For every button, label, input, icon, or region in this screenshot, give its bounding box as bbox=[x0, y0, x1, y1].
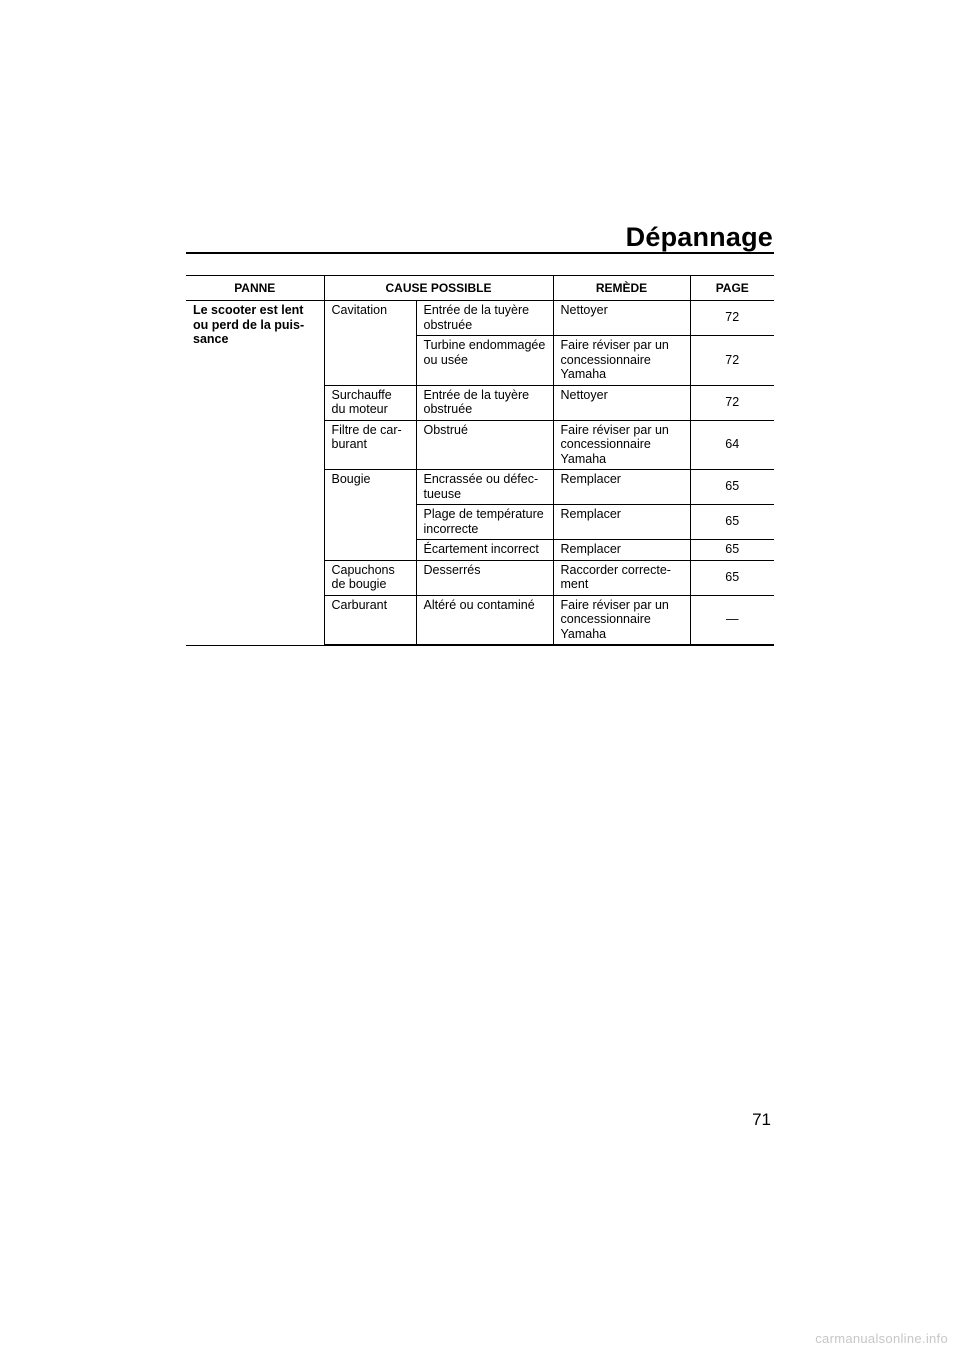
cause-cell: Capuchons de bougie bbox=[324, 560, 416, 595]
table-header-row bbox=[186, 276, 774, 301]
detail-cell: Écartement incorrect bbox=[416, 540, 553, 561]
header-remede: REMÈDE bbox=[553, 276, 690, 301]
page-ref-cell: 65 bbox=[690, 470, 774, 505]
header-page: PAGE bbox=[690, 276, 774, 301]
page-ref-cell: 65 bbox=[690, 560, 774, 595]
page-ref-cell: 72 bbox=[690, 336, 774, 386]
title-rule bbox=[186, 252, 774, 254]
watermark: carmanualsonline.info bbox=[815, 1331, 948, 1346]
troubleshooting-table bbox=[186, 275, 774, 646]
remede-cell: Raccorder correcte-ment bbox=[553, 560, 690, 595]
page-ref-cell: — bbox=[690, 595, 774, 645]
cause-cell: Cavitation bbox=[324, 301, 416, 386]
cause-cell: Filtre de car-burant bbox=[324, 420, 416, 470]
remede-cell: Faire réviser par un concessionnaire Yamaha bbox=[553, 420, 690, 470]
detail-cell: Obstrué bbox=[416, 420, 553, 470]
remede-cell: Nettoyer bbox=[553, 301, 690, 336]
table-row bbox=[186, 301, 774, 336]
remede-cell: Remplacer bbox=[553, 470, 690, 505]
detail-cell: Turbine endommagée ou usée bbox=[416, 336, 553, 386]
cause-cell: Bougie bbox=[324, 470, 416, 561]
page-title: Dépannage bbox=[625, 222, 773, 252]
page-ref-cell: 72 bbox=[690, 301, 774, 336]
detail-cell: Altéré ou contaminé bbox=[416, 595, 553, 645]
page-ref-cell: 65 bbox=[690, 505, 774, 540]
detail-cell: Plage de température incorrecte bbox=[416, 505, 553, 540]
detail-cell: Encrassée ou défec-tueuse bbox=[416, 470, 553, 505]
remede-cell: Nettoyer bbox=[553, 385, 690, 420]
header-panne: PANNE bbox=[186, 276, 324, 301]
page-ref-cell: 65 bbox=[690, 540, 774, 561]
detail-cell: Entrée de la tuyère obstruée bbox=[416, 385, 553, 420]
remede-cell: Remplacer bbox=[553, 540, 690, 561]
panne-cell: Le scooter est lent ou perd de la puis-sance bbox=[186, 301, 324, 646]
page-ref-cell: 64 bbox=[690, 420, 774, 470]
detail-cell: Desserrés bbox=[416, 560, 553, 595]
cause-cell: Surchauffe du moteur bbox=[324, 385, 416, 420]
page-ref-cell: 72 bbox=[690, 385, 774, 420]
header-cause: CAUSE POSSIBLE bbox=[324, 276, 553, 301]
page-number: 71 bbox=[752, 1110, 771, 1129]
remede-cell: Faire réviser par un concessionnaire Yamaha bbox=[553, 595, 690, 645]
remede-cell: Faire réviser par un concessionnaire Yamaha bbox=[553, 336, 690, 386]
detail-cell: Entrée de la tuyère obstruée bbox=[416, 301, 553, 336]
remede-cell: Remplacer bbox=[553, 505, 690, 540]
cause-cell: Carburant bbox=[324, 595, 416, 645]
